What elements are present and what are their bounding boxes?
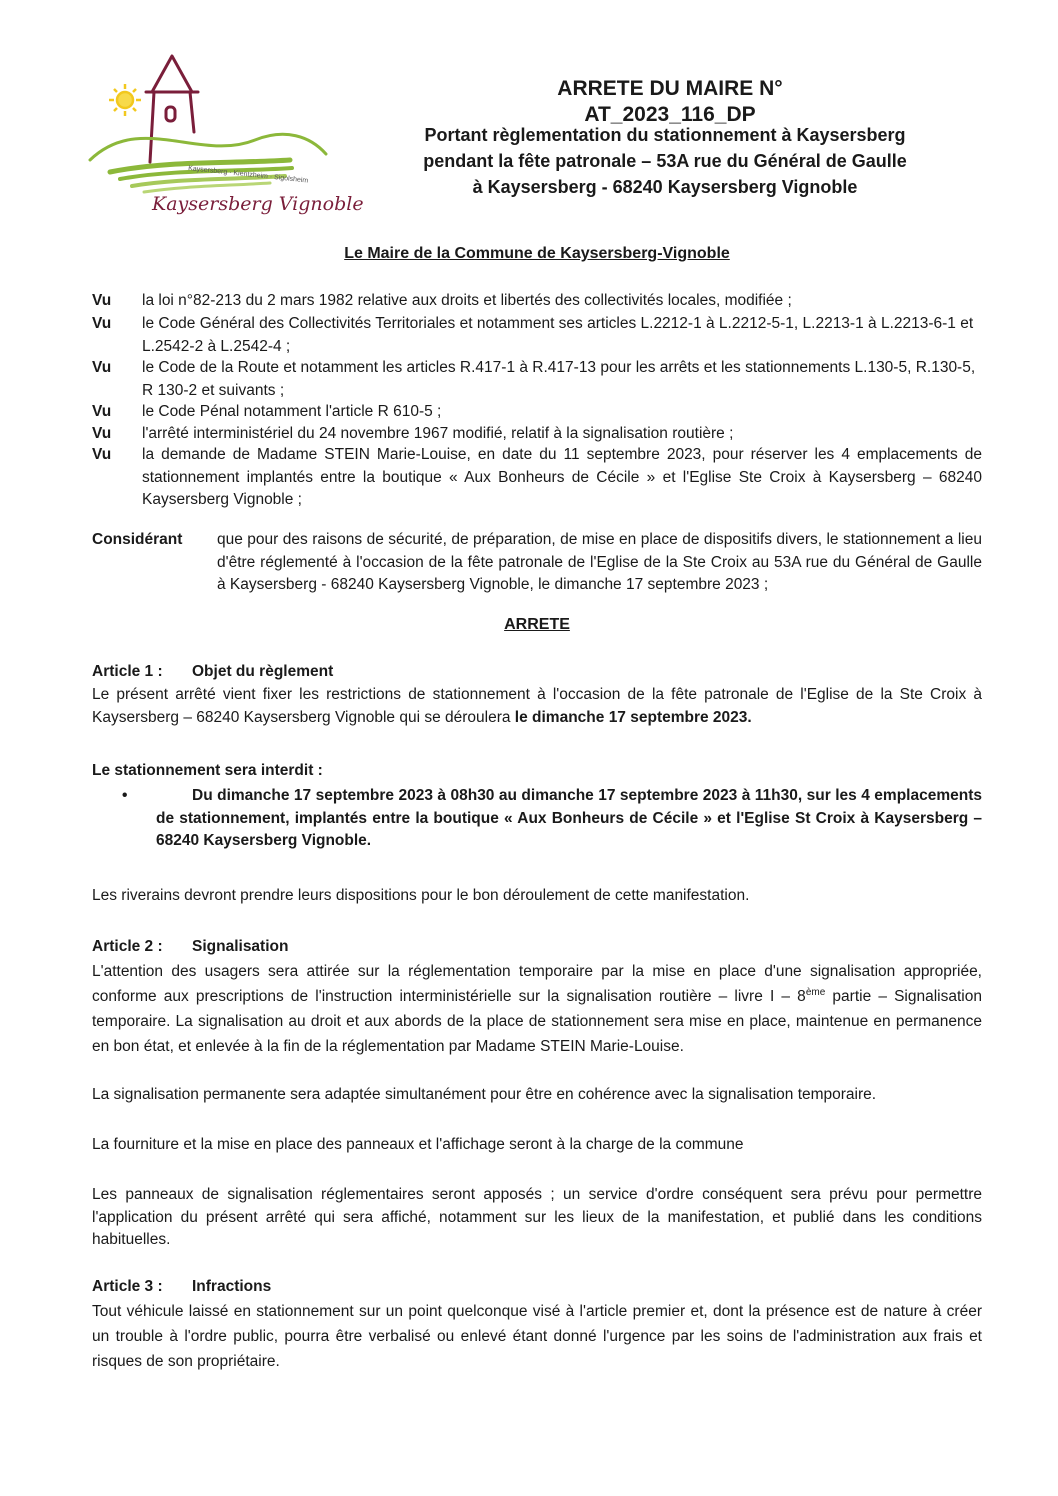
document-title: ARRETE DU MAIRE N° AT_2023_116_DP: [557, 77, 783, 126]
article-3-text: Tout véhicule laissé en stationnement sur un point quelconque visé à l'article premier et, dont la présence est de nature à créer un trouble à l'ordre public, pourra être verbalisé ou enlevé étant donné l'urgence par les soins de l'administration aux frais et risques de son propriétaire.: [92, 1303, 982, 1370]
logo-name-text: Kaysersberg Vignoble: [152, 193, 364, 215]
vu-text: la loi n°82-213 du 2 mars 1982 relative aux droits et libertés des collectivités locales, modifiée ;: [142, 292, 792, 309]
maire-heading: Le Maire de la Commune de Kaysersberg-Vignoble: [344, 245, 730, 262]
vu-text: le Code Général des Collectivités Territoriales et notamment ses articles L.2212-1 à L.2212-5-1, L.2213-1 à L.2213-6-1 et L.2542-2 à L.2542-4 ;: [142, 315, 974, 355]
considerant-label: Considérant: [92, 531, 183, 548]
vu-item: [92, 423, 982, 446]
article-1-date: le dimanche 17 septembre 2023.: [514, 708, 752, 726]
vu-label: Vu: [92, 359, 112, 376]
subtitle-line: Portant règlementation du stationnement à Kaysersberg: [424, 125, 906, 145]
article-number: Article 3 :: [92, 1278, 163, 1295]
article-1-text: [92, 684, 982, 729]
article-number: Article 2 :: [92, 938, 163, 955]
riverains-text: Les riverains devront prendre leurs dispositions pour le bon déroulement de cette manifestation.: [92, 887, 750, 904]
vu-label: Vu: [92, 292, 112, 309]
sun-icon: [109, 84, 141, 116]
article-2-para-1: [92, 959, 982, 1059]
bullet-icon: •: [122, 787, 128, 804]
article-2-para-3: La fourniture et la mise en place des panneaux et l'affichage seront à la charge de la commune: [92, 1136, 744, 1153]
subtitle-line: à Kaysersberg - 68240 Kaysersberg Vignoble: [472, 177, 858, 197]
considerant-text: que pour des raisons de sécurité, de préparation, de mise en place de dispositifs divers, le stationnement a lieu d'être réglementé à l'occasion de la fête patronale de l'Eglise de la Ste Croix au 53A rue du Général de Gaulle à Kaysersberg - 68240 Kaysersberg Vignoble, le dimanche 17 septembre 2023 ;: [217, 531, 982, 593]
vu-item: [92, 401, 982, 424]
kaysersberg-vignoble-logo: [80, 52, 364, 220]
vineyard-hills-icon: [90, 134, 326, 192]
tower-icon: [146, 56, 198, 162]
subtitle-line: pendant la fête patronale – 53A rue du Général de Gaulle: [423, 151, 907, 171]
article-title: Infractions: [192, 1278, 272, 1295]
vu-item: [92, 290, 982, 313]
article-2-para-4: Les panneaux de signalisation réglementaires seront apposés ; un service d'ordre conséquent sera prévu pour permettre l'application du présent arrêté qui sera affiché, notamment sur les lieux de la manifestation, et publié dans les conditions habituelles.: [92, 1186, 982, 1248]
article-2-para-1-a: L'attention des usagers sera attirée sur la réglementation temporaire par la mise en place d'une signalisation appropriée, conforme aux prescriptions de l'instruction interministérielle sur la signalisation routière – livre I – 8: [92, 963, 982, 1005]
document-subtitle: [395, 122, 935, 200]
considerant-block: [92, 529, 982, 597]
article-2-sup: ème: [805, 986, 826, 998]
article-number: Article 1 :: [92, 663, 163, 680]
interdit-heading: Le stationnement sera interdit :: [92, 762, 323, 779]
vu-label: Vu: [92, 315, 112, 332]
vu-item: [92, 357, 982, 402]
article-2-para-1-b: partie – Signalisation temporaire. La signalisation au droit et aux abords de la place de stationnement sera mise en place, maintenue en permanence en bon état, et enlevée à la fin de la réglementation par Madame STEIN Marie-Louise.: [92, 988, 982, 1055]
vu-text: le Code Pénal notamment l'article R 610-5 ;: [142, 403, 442, 420]
article-2-para-2: La signalisation permanente sera adaptée simultanément pour être en cohérence avec la signalisation temporaire.: [92, 1086, 877, 1103]
interdiction-bullet: [92, 785, 982, 853]
arrete-heading: ARRETE: [504, 616, 570, 633]
article-1-text-main: Le présent arrêté vient fixer les restrictions de stationnement à l'occasion de la fête patronale de l'Eglise de la Ste Croix à Kaysersberg – 68240 Kaysersberg Vignoble qui se déroulera: [92, 686, 982, 726]
vu-label: Vu: [92, 446, 112, 463]
vu-item: [92, 444, 982, 512]
article-title: Objet du règlement: [192, 663, 334, 680]
article-3-heading: [92, 1276, 982, 1299]
bullet-text: Du dimanche 17 septembre 2023 à 08h30 au dimanche 17 septembre 2023 à 11h30, sur les 4 emplacements de stationnement, implantés entre la boutique « Aux Bonheurs de Cécile » et l'Eglise St Croix à Kaysersberg – 68240 Kaysersberg Vignoble.: [156, 787, 982, 849]
vu-item: [92, 313, 982, 358]
vu-text: le Code de la Route et notamment les articles R.417-1 à R.417-13 pour les arrêts et les stationnements L.130-5, R.130-5, R 130-2 et suivants ;: [142, 359, 976, 399]
article-1-heading: [92, 661, 982, 684]
article-2-heading: [92, 936, 982, 959]
logo-graphic: [80, 52, 364, 220]
article-title: Signalisation: [192, 938, 289, 955]
logo-villages-text: Kaysersberg · Kientzheim · Sigolsheim: [187, 165, 309, 185]
vu-label: Vu: [92, 425, 112, 442]
vu-label: Vu: [92, 403, 112, 420]
vu-text: l'arrêté interministériel du 24 novembre 1967 modifié, relatif à la signalisation routière ;: [142, 425, 734, 442]
vu-text: la demande de Madame STEIN Marie-Louise, en date du 11 septembre 2023, pour réserver les 4 emplacements de stationnement implantés entre la boutique « Aux Bonheurs de Cécile » et l'Eglise Ste Croix à Kaysersberg – 68240 Kaysersberg Vignoble ;: [142, 446, 982, 508]
